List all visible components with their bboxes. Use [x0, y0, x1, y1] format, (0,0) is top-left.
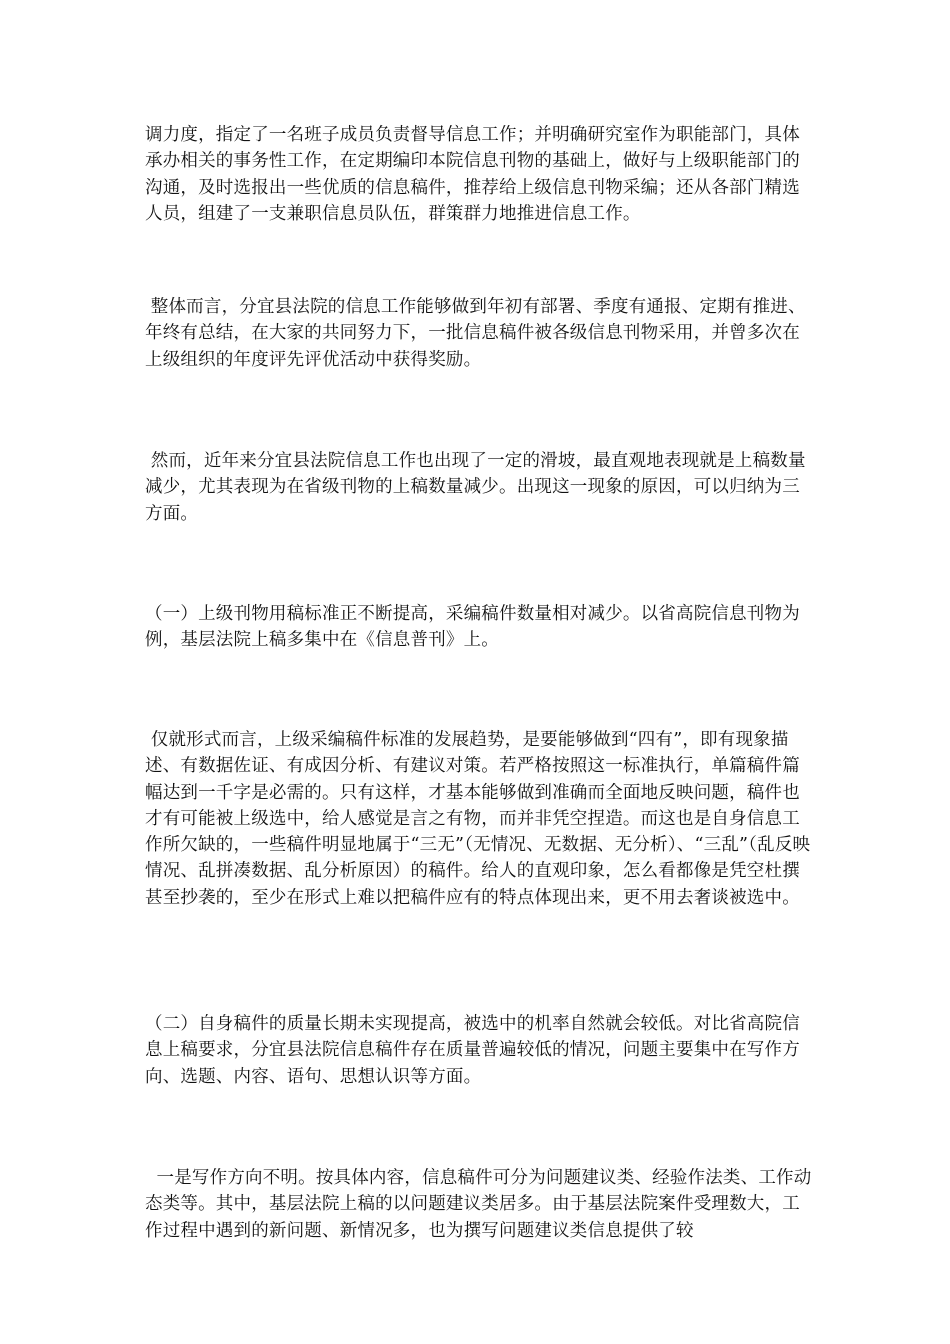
paragraph-4: （一）上级刊物用稿标准正不断提高，采编稿件数量相对减少。以省高院信息刊物为例，基层法院上稿多集中在《信息普刊》上。 [145, 604, 800, 651]
paragraph-6: （二）自身稿件的质量长期未实现提高，被选中的机率自然就会较低。对比省高院信息上稿要求，分宜县法院信息稿件存在质量普遍较低的情况，问题主要集中在写作方向、选题、内容、语句、思想认识等方面。 [145, 1014, 800, 1087]
paragraph-1: 调力度，指定了一名班子成员负责督导信息工作；并明确研究室作为职能部门，具体承办相关的事务性工作，在定期编印本院信息刊物的基础上，做好与上级职能部门的沟通，及时选报出一些优质的信息稿件，推荐给上级信息刊物采编；还从各部门精选人员，组建了一支兼职信息员队伍，群策群力地推进信息工作。 [145, 125, 800, 224]
paragraph-7: 一是写作方向不明。按具体内容，信息稿件可分为问题建议类、经验作法类、工作动态类等。其中，基层法院上稿的以问题建议类居多。由于基层法院案件受理数大，工作过程中遇到的新问题、新情况多，也为撰写问题建议类信息提供了较 [145, 1168, 812, 1241]
paragraph-3: 然而，近年来分宜县法院信息工作也出现了一定的滑坡，最直观地表现就是上稿数量减少，尤其表现为在省级刊物的上稿数量减少。出现这一现象的原因，可以归纳为三方面。 [145, 451, 806, 524]
paragraph-5: 仅就形式而言，上级采编稿件标准的发展趋势，是要能够做到“四有”，即有现象描述、有数据佐证、有成因分析、有建议对策。若严格按照这一标准执行，单篇稿件篇幅达到一千字是必需的。只有这样，才基本能够做到准确而全面地反映问题，稿件也才有可能被上级选中，给人感觉是言之有物，而并非凭空捏造。而这也是自身信息工作所欠缺的，一些稿件明显地属于“三无”（无情况、无数据、无分析）、“三乱”（乱反映情况、乱拼凑数据、乱分析原因）的稿件。给人的直观印象，怎么看都像是凭空杜撰甚至抄袭的，至少在形式上难以把稿件应有的特点体现出来，更不用去奢谈被选中。 [145, 730, 811, 908]
paragraph-2: 整体而言，分宜县法院的信息工作能够做到年初有部署、季度有通报、定期有推进、年终有总结，在大家的共同努力下，一批信息稿件被各级信息刊物采用，并曾多次在上级组织的年度评先评优活动中获得奖励。 [145, 297, 806, 370]
